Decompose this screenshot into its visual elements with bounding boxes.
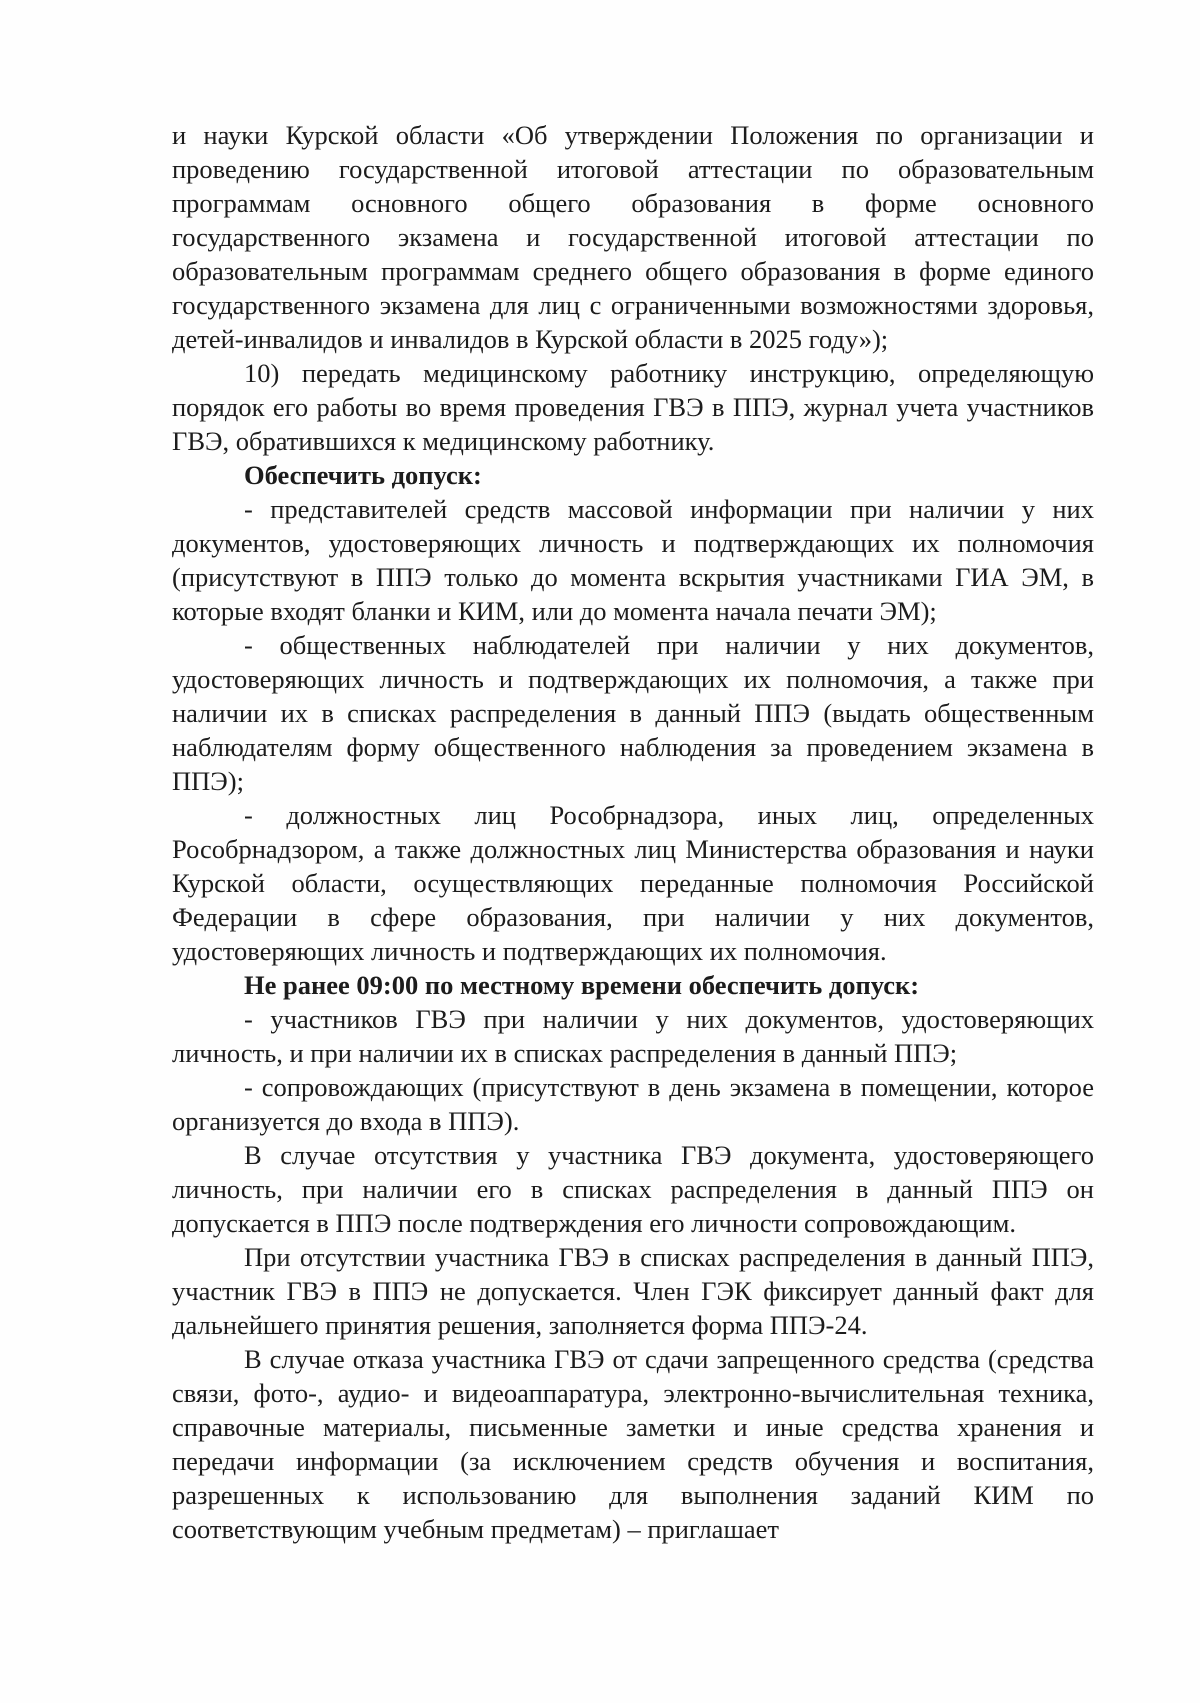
paragraph: В случае отказа участника ГВЭ от сдачи запрещенного средства (средства связи, фото-, аудио- и видеоаппаратура, электронно-вычислительная техника, справочные материалы, письменные заметки и иные средства хранения и передачи информации (за исключением средств обучения и воспитания, разрешенных к использованию для выполнения заданий КИМ по соответствующим учебным предметам) – приглашает — [172, 1344, 1094, 1544]
paragraph: - сопровождающих (присутствуют в день экзамена в помещении, которое организуется до входа в ППЭ). — [172, 1072, 1094, 1136]
paragraph: - участников ГВЭ при наличии у них документов, удостоверяющих личность, и при наличии их в списках распределения в данный ППЭ; — [172, 1004, 1094, 1068]
document-body — [172, 118, 1094, 1546]
paragraph: - представителей средств массовой информации при наличии у них документов, удостоверяющих личность и подтверждающих их полномочия (присутствуют в ППЭ только до момента вскрытия участниками ГИА ЭМ, в которые входят бланки и КИМ, или до момента начала печати ЭМ); — [172, 494, 1094, 626]
section-heading: Не ранее 09:00 по местному времени обеспечить допуск: — [244, 970, 920, 1000]
paragraph: 10) передать медицинскому работнику инструкцию, определяющую порядок его работы во время проведения ГВЭ в ППЭ, журнал учета участников ГВЭ, обратившихся к медицинскому работнику. — [172, 358, 1094, 456]
paragraph: В случае отсутствия у участника ГВЭ документа, удостоверяющего личность, при наличии его в списках распределения в данный ППЭ он допускается в ППЭ после подтверждения его личности сопровождающим. — [172, 1140, 1094, 1238]
section-heading: Обеспечить допуск: — [244, 460, 482, 490]
paragraph: - общественных наблюдателей при наличии у них документов, удостоверяющих личность и подтверждающих их полномочия, а также при наличии их в списках распределения в данный ППЭ (выдать общественным наблюдателям форму общественного наблюдения за проведением экзамена в ППЭ); — [172, 630, 1094, 796]
paragraph: При отсутствии участника ГВЭ в списках распределения в данный ППЭ, участник ГВЭ в ППЭ не допускается. Член ГЭК фиксирует данный факт для дальнейшего принятия решения, заполняется форма ППЭ-24. — [172, 1242, 1094, 1340]
paragraph: и науки Курской области «Об утверждении Положения по организации и проведению государственной итоговой аттестации по образовательным программам основного общего образования в форме основного государственного экзамена и государственной итоговой аттестации по образовательным программам среднего общего образования в форме единого государственного экзамена для лиц с ограниченными возможностями здоровья, детей-инвалидов и инвалидов в Курской области в 2025 году»); — [172, 120, 1094, 354]
paragraph: - должностных лиц Рособрнадзора, иных лиц, определенных Рособрнадзором, а также должностных лиц Министерства образования и науки Курской области, осуществляющих переданные полномочия Российской Федерации в сфере образования, при наличии у них документов, удостоверяющих личность и подтверждающих их полномочия. — [172, 800, 1094, 966]
